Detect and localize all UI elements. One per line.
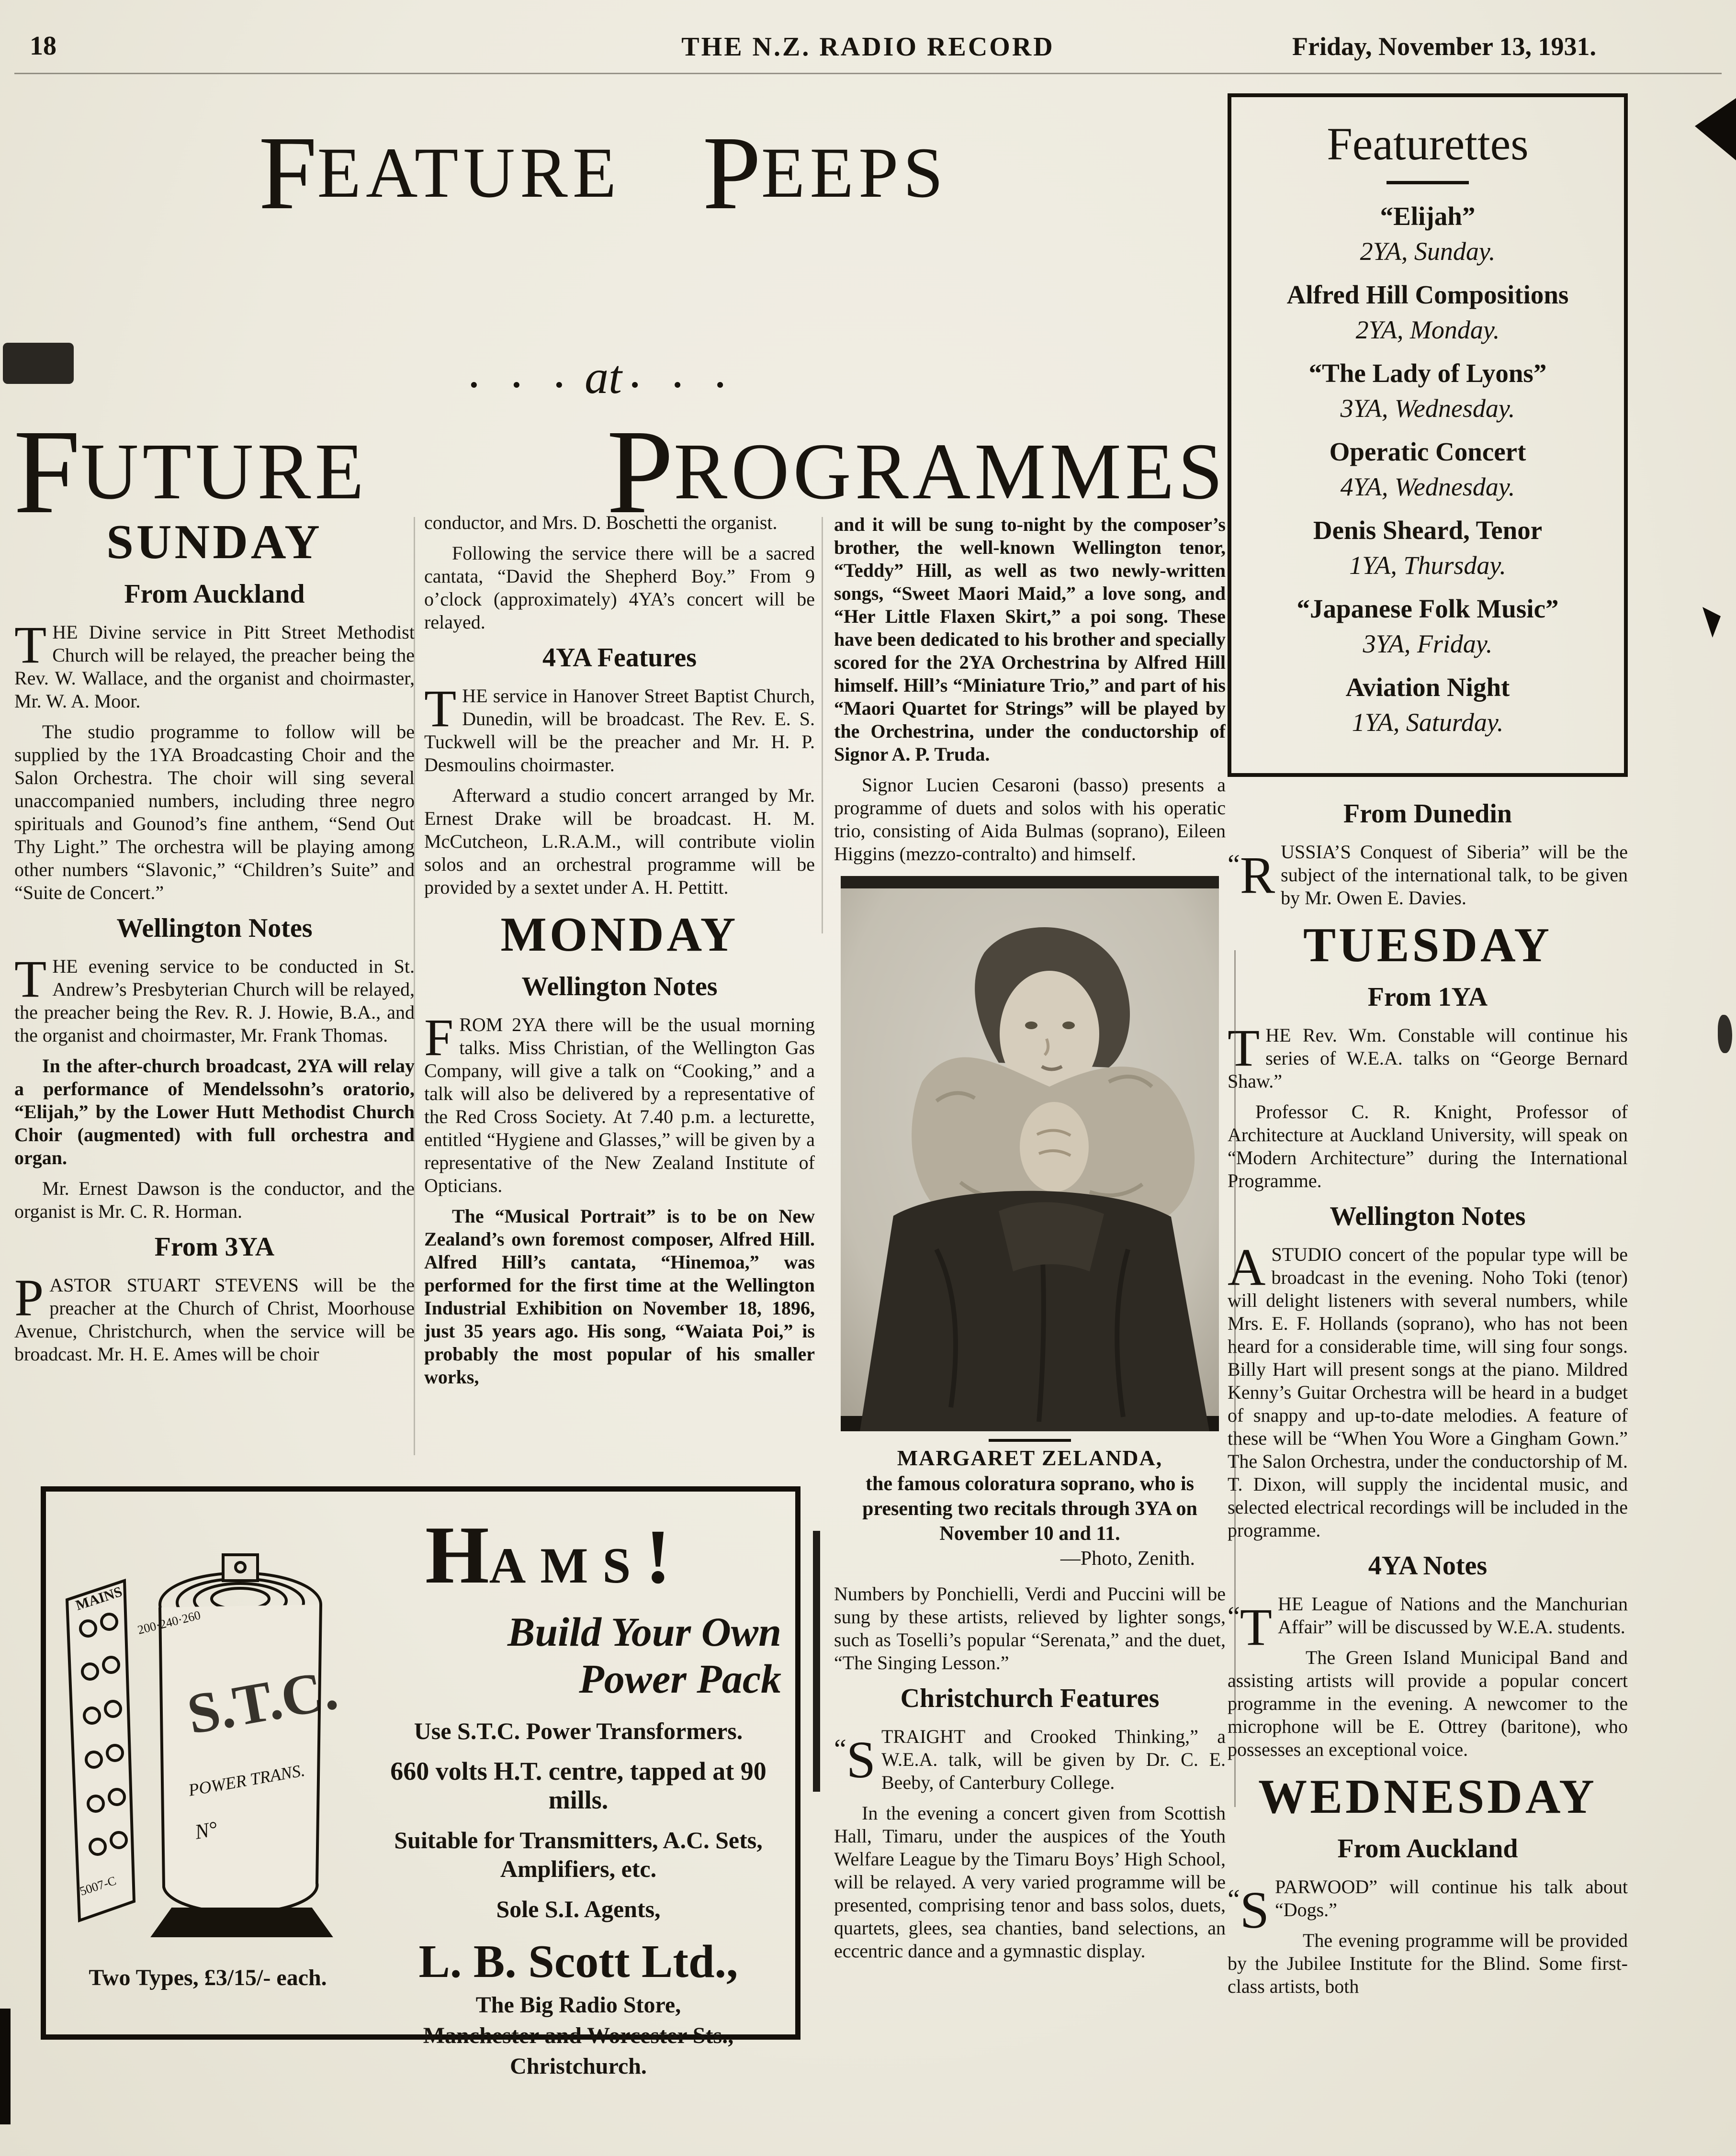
- featurette-title: Operatic Concert: [1329, 437, 1526, 466]
- title-word: EATURE: [317, 133, 621, 213]
- paragraph: The Green Island Municipal Band and assisting artists will provide a popular concert programme in the evening. A newcomer to the microphone will be E. Ottrey (baritone), who possesses an exceptional voice.: [1228, 1647, 1628, 1760]
- portrait-photo: [841, 876, 1219, 1431]
- ad-headline-bang: !: [645, 1514, 671, 1600]
- ink-artifact: [3, 343, 74, 384]
- featurette-title: Denis Sheard, Tenor: [1313, 516, 1543, 545]
- paragraph: conductor, and Mrs. D. Boschetti the organist.: [424, 512, 778, 533]
- caption-rule: [989, 1439, 1071, 1442]
- paragraph: “T HE League of Nations and the Manchurian Affair” will be discussed by W.E.A. students.: [1228, 1593, 1628, 1656]
- issue-date: Friday, November 13, 1931.: [1292, 32, 1596, 61]
- drop-cap: “S: [834, 1730, 876, 1789]
- featurette-detail: 1YA, Thursday.: [1349, 551, 1506, 580]
- title-word: UTURE: [80, 427, 368, 516]
- paragraph: Numbers by Ponchielli, Verdi and Puccini will be sung by these artists, relieved by lighter songs, such as Toselli’s popular “Serenata,” and the duet, “The Singing Lesson.”: [834, 1583, 1226, 1673]
- column-photo-christchurch: [834, 513, 1226, 2155]
- paragraph-bold: In the after-church broadcast, 2YA will relay a performance of Mendelssohn’s oratorio, “Elijah,” by the Lower Hutt Methodist Church Choir (augmented) with full orchestra and organ.: [14, 1055, 415, 1168]
- advertisement-box: [41, 1486, 800, 2079]
- drop-cap: “T: [1228, 1598, 1272, 1656]
- label-brand: S.T.C.: [182, 1657, 342, 1746]
- featurettes-rule: [1387, 181, 1469, 184]
- paragraph-bold: The “Musical Portrait” is to be on New Zealand’s own foremost composer, Alfred Hill. Alfred Hill’s cantata, “Hinemoa,” was performed for the first time at the Wellington Industrial Exhibition on November 18, 1896, just 35 years ago. His song, “Waiata Poi,” is probably the most popular of his smaller works,: [424, 1205, 815, 1388]
- ink-artifact: [1695, 98, 1736, 160]
- title-initial: F: [259, 114, 317, 231]
- ink-artifact: [1718, 1015, 1732, 1053]
- wednesday-subhead-auckland: From Auckland: [1337, 1834, 1518, 1864]
- wednesday-heading: WEDNESDAY: [1258, 1770, 1597, 1824]
- paragraph: The evening programme will be provided by the Jubilee Institute for the Blind. Some first-class artists, both: [1228, 1930, 1628, 1997]
- ad-copy: [372, 1510, 784, 2083]
- drop-cap: P: [14, 1269, 44, 1327]
- paragraph: Signor Lucien Cesaroni (basso) presents a programme of duets and solos with his operatic trio, consisting of Aida Bulmas (soprano), Eileen Higgins (mezzo-contralto) and himself.: [834, 774, 1226, 865]
- ad-address: Manchester and Worcester Sts.,: [423, 2023, 734, 2048]
- sunday-heading: SUNDAY: [106, 515, 323, 569]
- paragraph: “R USSIA’S Conquest of Siberia” will be the subject of the international talk, to be given by Mr. Owen E. Davies.: [1228, 841, 1628, 909]
- title-initial: F: [13, 404, 81, 539]
- column-rule: [1234, 950, 1236, 1807]
- ad-store: The Big Radio Store,: [475, 1992, 681, 2018]
- featurette-detail: 1YA, Saturday.: [1352, 708, 1504, 737]
- featurette-detail: 2YA, Monday.: [1355, 315, 1500, 344]
- label-power-trans: POWER TRANS.: [187, 1760, 306, 1800]
- tuesday-subhead-4ya-notes: 4YA Notes: [1368, 1551, 1488, 1581]
- caption-text: the famous coloratura soprano, who is presenting two recitals through 3YA on November 10 and 11.: [862, 1473, 1197, 1545]
- dots-left: . . .: [469, 356, 576, 395]
- label-taps: 200·240·260: [136, 1608, 202, 1637]
- dunedin-subhead: From Dunedin: [1343, 799, 1512, 829]
- masthead: THE N.Z. RADIO RECORD: [681, 32, 1055, 62]
- paragraph: Professor C. R. Knight, Professor of Architecture at Auckland University, will speak on “Modern Architecture” during the International Programme.: [1228, 1101, 1628, 1191]
- label-mains: MAINS: [73, 1583, 124, 1614]
- drop-cap: “R: [1228, 846, 1275, 904]
- paragraph: “S TRAIGHT and Crooked Thinking,” a W.E.A. talk, will be given by Dr. C. E. Beeby, of Canterbury College.: [834, 1726, 1226, 1793]
- ad-line-suitable: Suitable for Transmitters, A.C. Sets, Amplifiers, etc.: [394, 1827, 763, 1882]
- featurette-title: “Japanese Folk Music”: [1296, 594, 1559, 623]
- column-sunday: [14, 511, 415, 1484]
- column-monday: [424, 511, 815, 1485]
- title-word: ROGRAMMES: [674, 427, 1227, 516]
- featurettes-box: [1228, 93, 1628, 777]
- drop-cap: “S: [1228, 1881, 1269, 1939]
- monday-subhead-4ya-features: 4YA Features: [542, 643, 697, 673]
- page-title-connector: [86, 349, 1120, 404]
- featurette-title: “Elijah”: [1380, 202, 1476, 231]
- monday-subhead-wellington: Wellington Notes: [521, 972, 718, 1001]
- featurette-detail: 3YA, Friday.: [1363, 629, 1493, 658]
- paragraph: FROM 2YA there will be the usual morning talks. Miss Christian, of the Wellington Gas Company, will give a talk on “Cooking,” and a talk will also be delivered by a representative of the Red Cross Society. At 7.40 p.m. a lecturette, entitled “Hygiene and Glasses,” will be given by a representative of the New Zealand Institute of Opticians.: [424, 1008, 815, 1196]
- featurette-item: [1240, 201, 1615, 266]
- ad-line-agents: Sole S.I. Agents,: [496, 1896, 661, 1922]
- ink-artifact: [1702, 607, 1721, 638]
- featurette-title: “The Lady of Lyons”: [1308, 359, 1547, 388]
- ad-line-use: Use S.T.C. Power Transformers.: [414, 1718, 743, 1744]
- photo-credit: —Photo, Zenith.: [1060, 1548, 1195, 1570]
- sunday-subhead-auckland: From Auckland: [124, 579, 305, 609]
- dots-right: . . .: [630, 356, 737, 395]
- title-word: EEPS: [761, 133, 948, 213]
- paragraph: THE evening service to be conducted in St. Andrew’s Presbyterian Church will be relayed, the preacher being the Rev. R. J. Howie, B.A., and the organist and choirmaster, Mr. Frank Thomas.: [14, 950, 415, 1046]
- paragraph-bold: and it will be sung to-night by the composer’s brother, the well-known Wellington tenor, “Teddy” Hill, as well as two newly-written songs, “Sweet Maori Maid,” a love song, and “Her Little Flaxen Skirt,” a poi song. These have been dedicated to his brother and specially scored for the 2YA Orchestrina by Alfred Hill himself. Hill’s “Miniature Trio,” and part of his “Maori Quartet for Strings” will be played by the Orchestrina, under the conductorship of Signor A. P. Truda.: [834, 514, 1226, 765]
- ad-line-volts: 660 volts H.T. centre, tapped at 90 mills.: [390, 1757, 767, 1814]
- featurette-item: [1240, 358, 1615, 423]
- title-initial: P: [606, 404, 674, 539]
- column-right: [1228, 790, 1628, 2155]
- sunday-subhead-wellington: Wellington Notes: [116, 913, 313, 943]
- paragraph: THE service in Hanover Street Baptist Church, Dunedin, will be broadcast. The Rev. E. S. Tuckwell will be the preacher and Mr. H. P. Desmoulins choirmaster.: [424, 679, 815, 775]
- ad-company: L. B. Scott Ltd.,: [418, 1936, 738, 1988]
- transformer-illustration: [53, 1509, 363, 1958]
- featurette-item: [1240, 672, 1615, 737]
- paragraph: Mr. Ernest Dawson is the conductor, and the organist is Mr. C. R. Horman.: [14, 1178, 415, 1222]
- header-rule: [14, 73, 1722, 74]
- caption-name: MARGARET ZELANDA,: [897, 1446, 1163, 1470]
- ad-headline-initial: H: [425, 1510, 489, 1601]
- featurette-title: Aviation Night: [1345, 673, 1510, 702]
- sunday-subhead-3ya: From 3YA: [154, 1232, 275, 1262]
- paragraph: PASTOR STUART STEVENS will be the preacher at the Church of Christ, Moorhouse Avenue, Christchurch, when the service will be broadcast. Mr. H. E. Ames will be choir: [14, 1269, 415, 1365]
- paragraph: In the evening a concert given from Scottish Hall, Timaru, under the auspices of the Youth Welfare League by the Timaru Boys’ High School, will be relayed. A very varied programme will be presented, comprising tenor and bass solos, duets, quartets, glees, sea chanties, band selections, an eccentric dance and a gymnastic display.: [834, 1802, 1226, 1962]
- photo-caption: [846, 1446, 1213, 1546]
- ad-price-caption: Two Types, £3/15/- each.: [89, 1965, 327, 1990]
- paragraph: ASTUDIO concert of the popular type will be broadcast in the evening. Noho Toki (tenor) will delight listeners with several numbers, while Mrs. E. F. Hollands (soprano), who has not been heard for a considerable time, will sing four songs. Billy Hart will present songs at the piano. Mildred Kenny’s Guitar Orchestra will be heard in a budget of snappy and up-to-date melodies. A feature of these will be “When You Wore a Gingham Gown.” The Salon Orchestra, under the conductorship of M. T. Dixon, will supply the incidental music, and selected electrical recordings will be included in the programme.: [1228, 1238, 1628, 1541]
- page-number: 18: [30, 31, 56, 61]
- drop-cap: A: [1228, 1238, 1266, 1296]
- tuesday-subhead-wellington: Wellington Notes: [1330, 1202, 1526, 1231]
- featurette-item: [1240, 279, 1615, 344]
- paragraph: The studio programme to follow will be supplied by the 1YA Broadcasting Choir and the Salon Orchestra. The choir will sing several unaccompanied numbers, including three negro spirituals and Gounod’s fine anthem, “Send Out Thy Light.” The orchestra will be playing among other numbers “Slavonic,” “Children’s Suite” and “Suite de Concert.”: [14, 721, 415, 903]
- page-title-line1: [86, 113, 1120, 233]
- column-rule: [822, 517, 823, 933]
- tuesday-heading: TUESDAY: [1303, 918, 1553, 972]
- drop-cap: T: [424, 679, 457, 738]
- paragraph: Afterward a studio concert arranged by Mr. Ernest Drake will be broadcast. H. M. McCutcheon, L.R.A.M., will contribute violin solos and an orchestral programme will be provided by a sextet under A. H. Pettitt.: [424, 785, 815, 898]
- ad-headline: [425, 1510, 784, 1602]
- featurette-detail: 4YA, Wednesday.: [1340, 472, 1515, 501]
- monday-heading: MONDAY: [500, 908, 739, 962]
- drop-cap: T: [1228, 1019, 1260, 1077]
- drop-cap: T: [14, 950, 47, 1008]
- paragraph: THE Divine service in Pitt Street Methodist Church will be relayed, the preacher being the Rev. W. Wallace, and the organist and choirmaster, Mr. W. A. Moor.: [14, 616, 415, 712]
- featurettes-heading: Featurettes: [1327, 118, 1529, 169]
- ad-tagline: Build Your Own Power Pack: [507, 1609, 781, 1702]
- title-initial: P: [702, 114, 761, 231]
- drop-cap: F: [424, 1008, 454, 1067]
- ink-artifact: [813, 1531, 820, 1792]
- paragraph: Following the service there will be a sacred cantata, “David the Shepherd Boy.” From 9 o’clock (approximately) 4YA’s concert will be relayed.: [424, 542, 815, 633]
- featurette-title: Alfred Hill Compositions: [1286, 280, 1569, 309]
- label-number: N°: [193, 1817, 219, 1844]
- paragraph: “S PARWOOD” will continue his talk about “Dogs.”: [1228, 1876, 1628, 1939]
- featurette-detail: 3YA, Wednesday.: [1340, 394, 1515, 423]
- featurette-item: [1240, 593, 1615, 658]
- ad-headline-rest: AMS: [489, 1538, 645, 1594]
- ad-city: Christchurch.: [510, 2054, 647, 2079]
- christchurch-subhead: Christchurch Features: [900, 1684, 1160, 1713]
- ink-artifact: [0, 2009, 11, 2124]
- drop-cap: T: [14, 616, 47, 674]
- label-model: 5007-C: [78, 1874, 118, 1898]
- featurette-detail: 2YA, Sunday.: [1360, 237, 1496, 266]
- column-rule: [414, 517, 415, 1455]
- connector-word: at: [585, 350, 622, 404]
- paragraph: THE Rev. Wm. Constable will continue his series of W.E.A. talks on “George Bernard Shaw.”: [1228, 1019, 1628, 1092]
- tuesday-subhead-1ya: From 1YA: [1367, 982, 1488, 1012]
- featurette-item: [1240, 436, 1615, 501]
- featurette-item: [1240, 515, 1615, 580]
